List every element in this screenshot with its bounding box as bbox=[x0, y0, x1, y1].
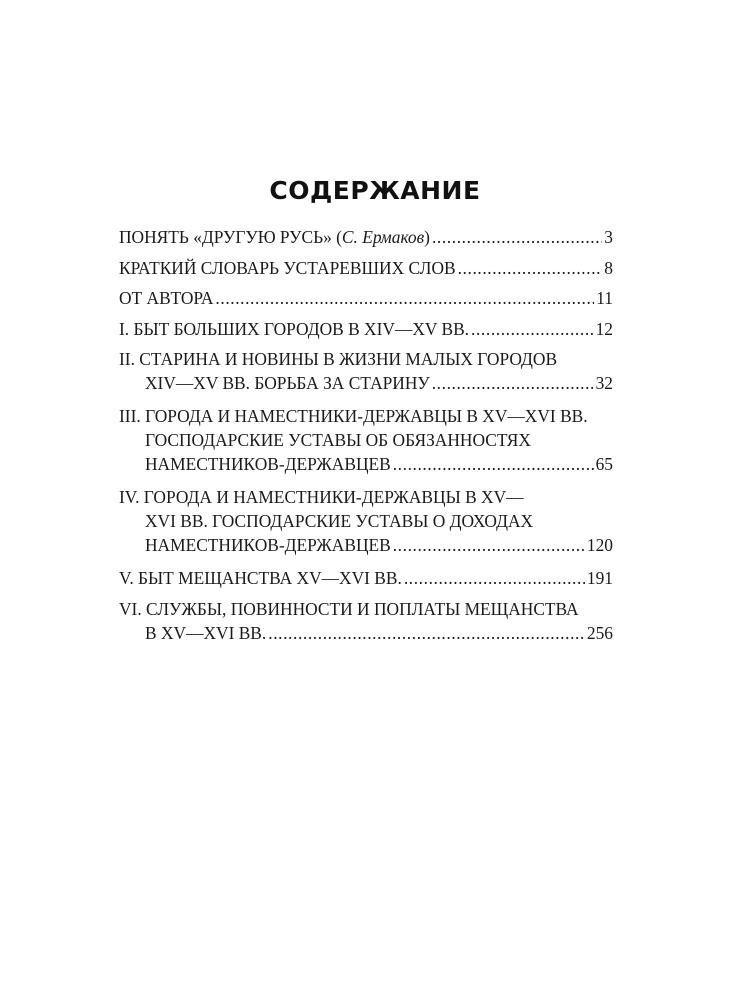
dot-leader bbox=[404, 566, 585, 590]
toc-entry-line bbox=[119, 256, 613, 280]
toc-entry-line bbox=[119, 225, 613, 249]
toc-page-number: 11 bbox=[596, 288, 613, 308]
toc-entry-line bbox=[119, 452, 613, 476]
toc-entry bbox=[119, 225, 613, 249]
toc-entry bbox=[119, 404, 613, 476]
dot-leader bbox=[268, 621, 585, 645]
toc-entry-title: ПОНЯТЬ «ДРУГУЮ РУСЬ» ( bbox=[119, 227, 342, 247]
toc-entry-title: ГОСПОДАРСКИЕ УСТАВЫ ОБ ОБЯЗАННОСТЯХ bbox=[145, 430, 531, 450]
toc-entry-line bbox=[119, 317, 613, 341]
toc-entry-line bbox=[119, 566, 613, 590]
toc-page-number: 120 bbox=[586, 535, 613, 555]
toc-entry-title: НАМЕСТНИКОВ-ДЕРЖАВЦЕВ bbox=[145, 454, 391, 474]
toc-entry-line bbox=[119, 621, 613, 645]
toc-entry-line bbox=[119, 597, 613, 621]
toc-page-number: 8 bbox=[604, 257, 613, 278]
toc-page-number: 12 bbox=[595, 318, 613, 339]
dot-leader bbox=[471, 317, 594, 341]
toc-entry-line bbox=[119, 533, 613, 557]
toc-entry-title: III. ГОРОДА И НАМЕСТНИКИ-ДЕРЖАВЦЫ В XV—XVI ВВ. bbox=[119, 406, 588, 426]
toc-entry-line bbox=[119, 371, 613, 395]
toc-page-number: 256 bbox=[586, 622, 613, 643]
toc-entry-title: IV. ГОРОДА И НАМЕСТНИКИ-ДЕРЖАВЦЫ В XV— bbox=[119, 487, 524, 507]
toc-entry-title: ОТ АВТОРА bbox=[119, 288, 214, 308]
toc-entry bbox=[119, 485, 613, 557]
toc-entry-title: II. СТАРИНА И НОВИНЫ В ЖИЗНИ МАЛЫХ ГОРОДОВ bbox=[119, 349, 558, 369]
toc-entry bbox=[119, 256, 613, 280]
toc-entry-line bbox=[119, 404, 613, 428]
toc-entry-line bbox=[119, 485, 613, 509]
toc-entry bbox=[119, 566, 613, 590]
toc-entry-title: I. БЫТ БОЛЬШИХ ГОРОДОВ В XIV—XV ВВ. bbox=[119, 318, 470, 339]
dot-leader bbox=[432, 371, 594, 395]
dot-leader bbox=[393, 533, 585, 557]
toc-entry bbox=[119, 286, 613, 310]
dot-leader bbox=[393, 452, 594, 476]
toc-entry-line bbox=[119, 509, 613, 533]
toc-entry-line bbox=[119, 428, 613, 452]
toc-entry-title: КРАТКИЙ СЛОВАРЬ УСТАРЕВШИХ СЛОВ bbox=[119, 257, 456, 278]
dot-leader bbox=[432, 225, 602, 249]
toc-entry bbox=[119, 317, 613, 341]
dot-leader bbox=[458, 256, 603, 280]
toc-entry-title: НАМЕСТНИКОВ-ДЕРЖАВЦЕВ bbox=[145, 535, 391, 555]
toc-entry-author: С. Ермаков bbox=[341, 227, 425, 247]
toc-entry-line bbox=[119, 286, 613, 310]
toc-page-number: 65 bbox=[595, 454, 613, 474]
toc-entry-title: XVI ВВ. ГОСПОДАРСКИЕ УСТАВЫ О ДОХОДАХ bbox=[145, 511, 534, 531]
toc-entry-title: В XV—XVI ВВ. bbox=[145, 622, 267, 643]
toc-entry-title: XIV—XV ВВ. БОРЬБА ЗА СТАРИНУ bbox=[145, 373, 430, 393]
toc-entry bbox=[119, 597, 613, 645]
toc-entry-title: VI. СЛУЖБЫ, ПОВИННОСТИ И ПОПЛАТЫ МЕЩАНСТВА bbox=[119, 598, 579, 619]
toc-entry-line bbox=[119, 347, 613, 371]
toc-entry bbox=[119, 347, 613, 395]
toc-page-number: 3 bbox=[604, 227, 613, 247]
dot-leader bbox=[215, 286, 594, 310]
toc-entry-title-suffix: ) bbox=[424, 227, 430, 247]
toc-entry-title: V. БЫТ МЕЩАНСТВА XV—XVI ВВ. bbox=[119, 568, 402, 588]
page-title: СОДЕРЖАНИЕ bbox=[269, 176, 481, 205]
table-of-contents bbox=[119, 225, 613, 654]
toc-page-number: 32 bbox=[595, 373, 613, 393]
toc-page-number: 191 bbox=[586, 568, 613, 588]
